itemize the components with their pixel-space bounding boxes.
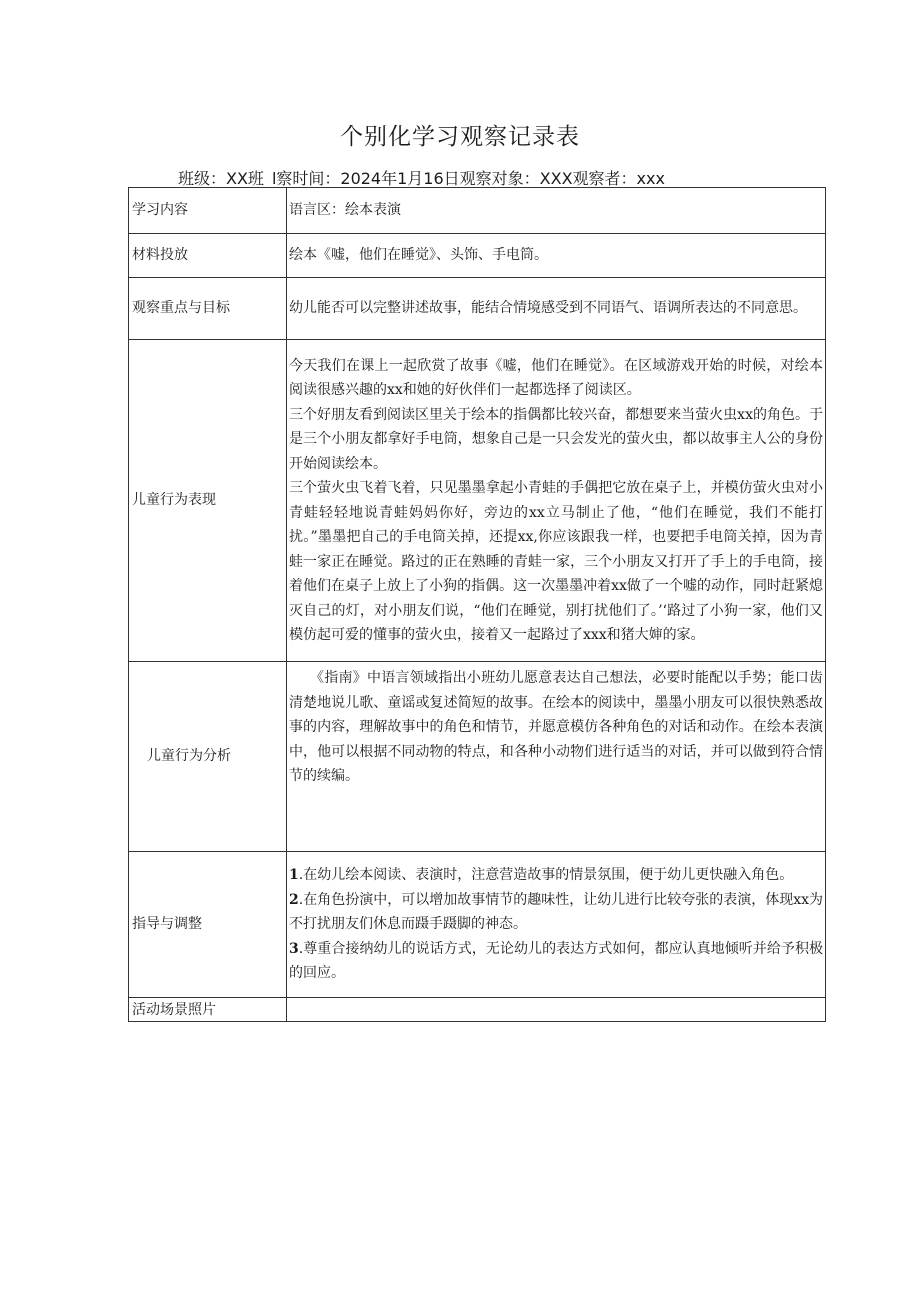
row-label-focus-goals: 观察重点与目标 — [129, 278, 287, 340]
row-label-materials: 材料投放 — [129, 234, 287, 278]
table-row — [129, 234, 826, 278]
observation-table — [128, 187, 826, 1022]
guidance-item-number: 3 — [289, 940, 299, 957]
row-label-guidance: 指导与调整 — [129, 852, 287, 998]
class-label: 班级：XX班 — [178, 169, 264, 188]
row-label-photos: 活动场景照片 — [129, 998, 287, 1022]
table-row — [129, 852, 826, 998]
analysis-paragraph: 《指南》中语言领域指出小班幼儿愿意表达自己想法，必要时能配以手势；能口齿清楚地说儿歌、童谣或复述简短的故事。在绘本的阅读中，墨墨小朋友可以很快熟悉故事的内容，理解故事中的角色和情节，并愿意模仿各种角色的对话和动作。在绘本表演中，他可以根据不同动物的特点，和各种小动物们进行适当的对话，并可以做到符合情节的续编。 — [289, 670, 823, 784]
guidance-item-number: 2 — [289, 891, 299, 908]
guidance-item-text: .尊重合接纳幼儿的说话方式，无论幼儿的表达方式如何，都应认真地倾听并给予积极的回应。 — [289, 940, 823, 982]
time-label: l察时间：2024年1月16日 — [271, 169, 460, 188]
row-value-guidance — [287, 852, 826, 998]
guidance-item-text: .在幼儿绘本阅读、表演时，注意营造故事的情景氛围，便于幼儿更快融入角色。 — [298, 867, 794, 884]
observer-label: 观察者：xxx — [572, 169, 665, 188]
row-value-analysis — [287, 662, 826, 852]
table-row — [129, 340, 826, 662]
guidance-item — [289, 937, 823, 986]
table-row — [129, 662, 826, 852]
row-value-materials: 绘本《嘘，他们在睡觉》、头饰、手电筒。 — [287, 234, 826, 278]
behavior-paragraph: 今天我们在课上一起欣赏了故事《嘘，他们在睡觉》。在区域游戏开始的时候，对绘本阅读很感兴趣的xx和她的好伙伴们一起都选择了阅读区。 — [289, 357, 823, 398]
guidance-item — [289, 863, 823, 888]
row-label-behavior: 儿童行为表现 — [129, 340, 287, 662]
row-label-learning-content: 学习内容 — [129, 188, 287, 234]
table-row — [129, 278, 826, 340]
table-row — [129, 998, 826, 1022]
row-value-behavior — [287, 340, 826, 662]
table-row — [129, 188, 826, 234]
guidance-item — [289, 888, 823, 937]
behavior-paragraph: 三个好朋友看到阅读区里关于绘本的指偶都比较兴奋，都想要来当萤火虫xx的角色。于是三个小朋友都拿好手电筒，想象自己是一只会发光的萤火虫，都以故事主人公的身份开始阅读绘本。 — [289, 406, 823, 472]
row-value-learning-content: 语言区：绘本表演 — [287, 188, 826, 234]
guidance-item-text: .在角色扮演中，可以增加故事情节的趣味性，让幼儿进行比较夸张的表演，体现xx为不打扰朋友们休息而蹑手蹑脚的神态。 — [289, 891, 823, 933]
row-value-photos — [287, 998, 826, 1022]
row-label-analysis: 儿童行为分析 — [129, 662, 287, 852]
page-title: 个别化学习观察记录表 — [340, 124, 580, 150]
info-line — [178, 166, 665, 189]
row-value-focus-goals: 幼儿能否可以完整讲述故事，能结合情境感受到不同语气、语调所表达的不同意思。 — [287, 278, 826, 340]
subject-label: 观察对象：XXX — [459, 169, 573, 188]
behavior-paragraph: 三个萤火虫飞着飞着，只见墨墨拿起小青蛙的手偶把它放在桌子上，并模仿萤火虫对小青蛙轻轻地说青蛙妈妈你好，旁边的xx立马制止了他，“他们在睡觉，我们不能打扰。”墨墨把自己的手电筒关掉，还提xx,你应该跟我一样，也要把手电筒关掉，因为青蛙一家正在睡觉。路过的正在熟睡的青蛙一家，三个小朋友又打开了手上的手电筒，接着他们在桌子上放上了小狗的指偶。这一次墨墨冲着xx做了一个嘘的动作，同时赶紧熄灭自己的灯，对小朋友们说，“他们在睡觉，别打扰他们了。’‘路过了小狗一家，他们又模仿起可爱的懂事的萤火虫，接着又一起路过了xxx和猪大婶的家。 — [289, 480, 823, 643]
guidance-item-number: 1 — [289, 867, 299, 884]
